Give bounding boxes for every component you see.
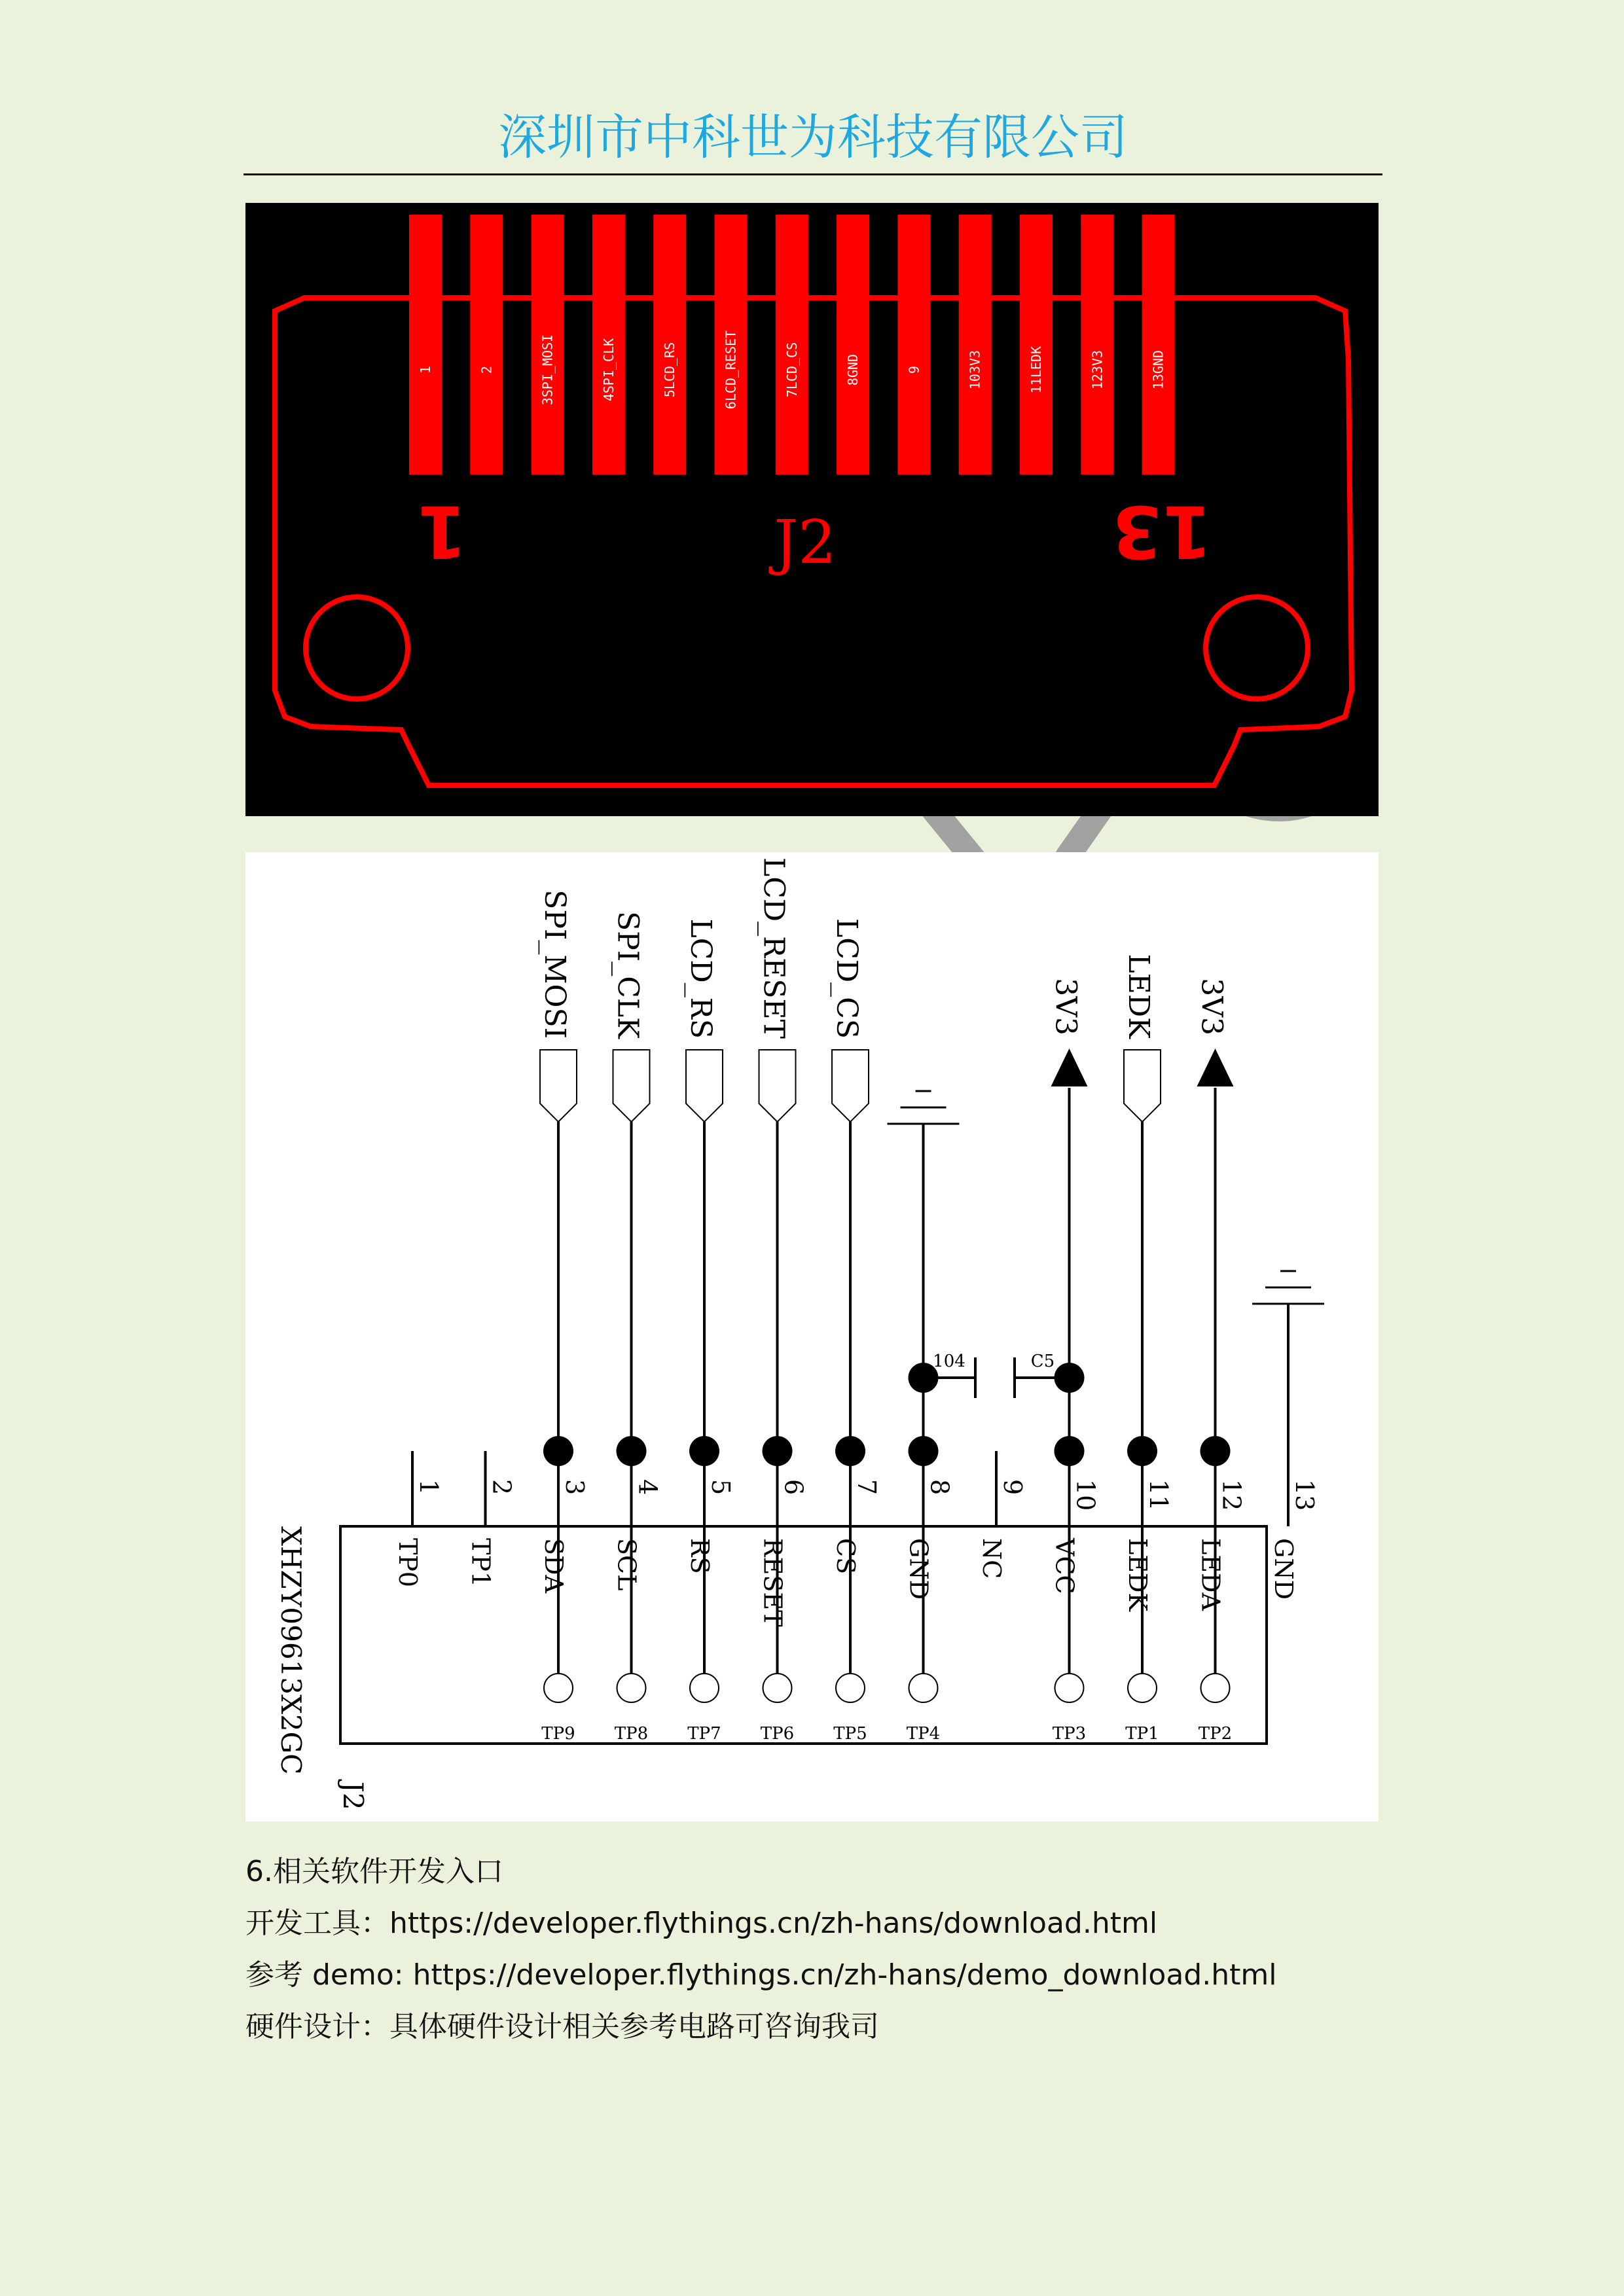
testpoint-circle xyxy=(690,1674,719,1702)
testpoint-circle xyxy=(1055,1674,1084,1702)
pin-name: SCL xyxy=(612,1538,641,1591)
pin-name: RESET xyxy=(758,1538,787,1627)
pin-1-marker: 1 xyxy=(416,490,467,573)
page-header-title: 深圳市中科世为科技有限公司 xyxy=(498,109,1128,166)
net-label: SPI_MOSI xyxy=(538,889,571,1039)
pcb-pad-1 xyxy=(409,215,442,475)
testpoint-label: TP4 xyxy=(906,1724,941,1744)
demo-label: 参考 demo: xyxy=(245,1958,404,1992)
testpoint-label: TP8 xyxy=(614,1724,649,1744)
pcb-pad-label: 103V3 xyxy=(967,350,983,390)
testpoint-circle xyxy=(763,1674,792,1702)
power-arrow-icon xyxy=(1051,1049,1088,1086)
demo-link[interactable]: https://developer.flythings.cn/zh-hans/demo_download.html xyxy=(412,1958,1277,1992)
pin-name: GND xyxy=(1269,1538,1298,1600)
pin-number: 4 xyxy=(633,1479,662,1496)
pcb-pad-2 xyxy=(470,215,503,475)
connector-schematic-figure xyxy=(245,852,1379,1821)
pcb-pad-label: 7LCD_CS xyxy=(784,342,800,398)
pin-number: 6 xyxy=(779,1479,808,1496)
pin-name: LEDK xyxy=(1123,1538,1152,1611)
testpoint-label: TP2 xyxy=(1198,1724,1233,1744)
mount-hole-left xyxy=(306,597,408,699)
pcb-pad-label: 123V3 xyxy=(1089,350,1106,390)
power-arrow-icon xyxy=(1197,1049,1234,1086)
demo-row xyxy=(245,1949,1379,2001)
net-label: 3V3 xyxy=(1049,978,1083,1035)
software-dev-section xyxy=(245,1846,1379,2053)
net-port xyxy=(613,1050,650,1122)
pin-name: VCC xyxy=(1050,1538,1079,1594)
testpoint-label: TP3 xyxy=(1052,1724,1087,1744)
net-label: SPI_CLK xyxy=(611,911,645,1039)
pcb-pad-label: 13GND xyxy=(1150,350,1166,390)
net-port xyxy=(540,1050,577,1122)
section-heading: 6.相关软件开发入口 xyxy=(245,1855,503,1888)
tools-row xyxy=(245,1897,1379,1949)
cap-value: 104 xyxy=(933,1352,965,1371)
testpoint-circle xyxy=(544,1674,573,1702)
pin-name: TP0 xyxy=(393,1538,422,1588)
net-port xyxy=(759,1050,796,1122)
net-label: LCD_RESET xyxy=(757,857,791,1039)
net-label: 3V3 xyxy=(1195,978,1229,1035)
pcb-pad-label: 5LCD_RS xyxy=(662,342,678,398)
testpoint-circle xyxy=(617,1674,646,1702)
pcb-pad-label: 6LCD_RESET xyxy=(723,330,739,410)
testpoint-label: TP5 xyxy=(833,1724,867,1744)
tools-label: 开发工具： xyxy=(245,1907,389,1940)
cap-designator: C5 xyxy=(1030,1352,1055,1371)
testpoint-label: TP9 xyxy=(541,1724,575,1744)
pcb-pad-12 xyxy=(1081,215,1113,475)
net-port xyxy=(686,1050,723,1122)
pcb-pad-11 xyxy=(1020,215,1053,475)
testpoint-circle xyxy=(836,1674,865,1702)
pin-number: 7 xyxy=(852,1479,881,1496)
pin-number: 12 xyxy=(1217,1479,1246,1511)
pin-number: 11 xyxy=(1144,1479,1173,1511)
net-port xyxy=(832,1050,869,1122)
header-divider xyxy=(244,173,1382,175)
pin-name: CS xyxy=(831,1538,860,1575)
pin-number: 5 xyxy=(706,1479,735,1496)
pin-number: 3 xyxy=(560,1479,589,1496)
pin-13-marker: 13 xyxy=(1111,490,1212,573)
pin-name: NC xyxy=(977,1538,1006,1579)
pin-number: 1 xyxy=(414,1479,443,1496)
hw-row xyxy=(245,2001,1379,2053)
pcb-pad-label: 1 xyxy=(418,365,433,374)
pin-name: RS xyxy=(685,1538,714,1574)
pcb-pad-label: 8GND xyxy=(845,353,861,386)
pin-name: SDA xyxy=(539,1538,568,1593)
pin-number: 9 xyxy=(998,1479,1027,1496)
net-label: LCD_RS xyxy=(684,918,717,1039)
schematic-designator: J2 xyxy=(337,1782,369,1810)
pcb-pad-8 xyxy=(837,215,869,475)
pcb-pad-label: 2 xyxy=(478,365,495,374)
testpoint-circle xyxy=(909,1674,938,1702)
pcb-pad-label: 3SPI_MOSI xyxy=(539,334,556,406)
net-label: LEDK xyxy=(1122,954,1155,1039)
testpoint-label: TP7 xyxy=(687,1724,721,1744)
pin-number: 8 xyxy=(925,1479,954,1496)
mount-hole-right xyxy=(1206,597,1308,699)
pin-number: 13 xyxy=(1290,1479,1319,1511)
pcb-pad-13 xyxy=(1142,215,1175,475)
net-port xyxy=(1124,1050,1161,1122)
hw-text: 具体硬件设计相关参考电路可咨询我司 xyxy=(389,2010,879,2043)
pcb-pad-9 xyxy=(897,215,930,475)
pcb-designator: J2 xyxy=(774,507,837,577)
testpoint-circle xyxy=(1128,1674,1157,1702)
testpoint-circle xyxy=(1201,1674,1230,1702)
pin-name: GND xyxy=(904,1538,933,1600)
testpoint-label: TP1 xyxy=(1125,1724,1159,1744)
net-label: LCD_CS xyxy=(830,918,863,1039)
pin-number: 2 xyxy=(487,1479,516,1496)
testpoint-label: TP6 xyxy=(760,1724,795,1744)
pin-name: TP1 xyxy=(466,1538,496,1588)
part-number: XHZY09613X2GC xyxy=(275,1526,307,1775)
pcb-pad-label: 4SPI_CLK xyxy=(600,338,617,402)
pin-number: 10 xyxy=(1071,1479,1100,1511)
hw-label: 硬件设计： xyxy=(245,2010,389,2043)
pin-name: LEDA xyxy=(1196,1538,1225,1611)
pcb-pad-label: 9 xyxy=(906,365,922,374)
pcb-pad-label: 11LEDK xyxy=(1028,346,1044,394)
tools-link[interactable]: https://developer.flythings.cn/zh-hans/download.html xyxy=(389,1907,1158,1940)
pcb-pad-10 xyxy=(959,215,992,475)
pcb-footprint-figure xyxy=(245,203,1379,816)
